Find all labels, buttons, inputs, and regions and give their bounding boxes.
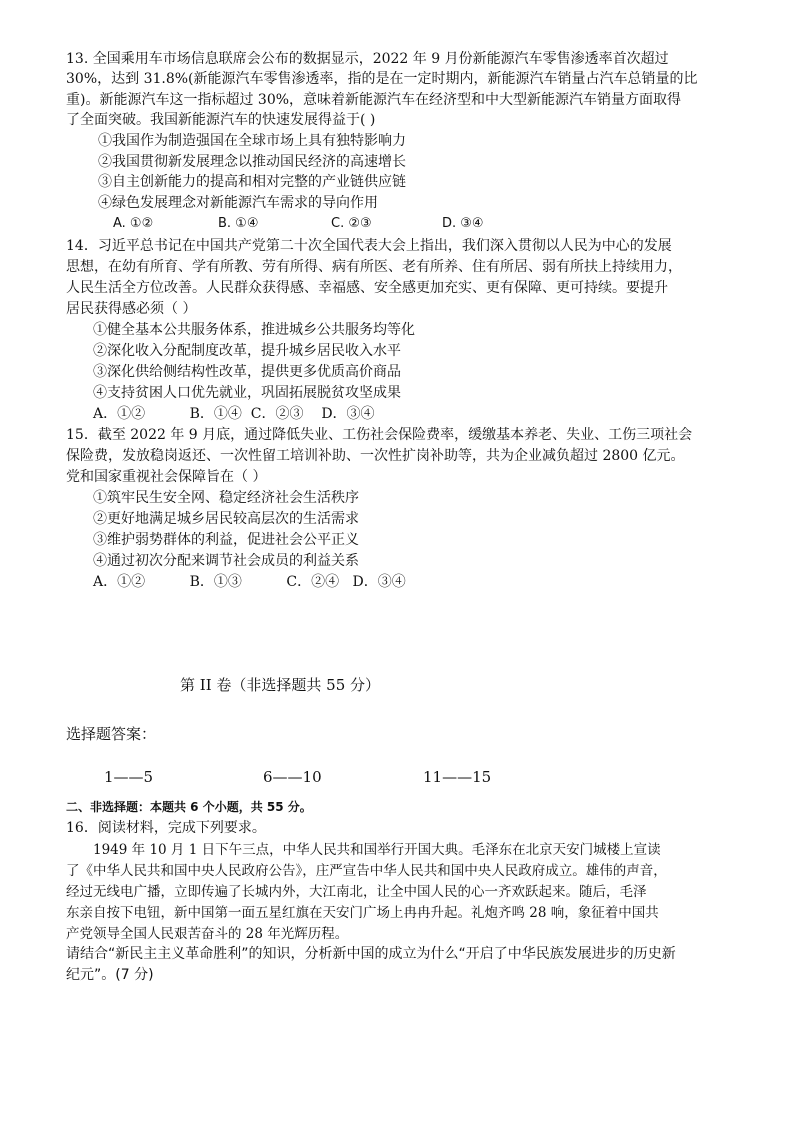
q15-item: ③维护弱势群体的利益，促进社会公平正义 [93,532,359,548]
q14-item: ③深化供给侧结构性改革，提供更多优质高价商品 [93,364,401,380]
q13-item: ③自主创新能力的提高和相对完整的产业链供应链 [98,174,406,190]
q13-item: ②我国贯彻新发展理念以推动国民经济的高速增长 [98,154,406,170]
q13-option-c: C. ②③ [331,216,372,231]
answer-range-2: 6——10 [263,768,322,786]
q14-item: ④支持贫困人口优先就业，巩固拓展脱贫攻坚成果 [93,385,401,401]
q15-options: A．①② B．①③ C．②④ D．③④ [93,574,406,590]
q13-stem-line: 30%，达到 31.8%(新能源汽车零售渗透率，指的是在一定时期内，新能源汽车销量占汽车总销量的比 [66,71,698,87]
q13-option-a: A. ①② [113,216,154,231]
q15-stem-line: 党和国家重视社会保障旨在（ ） [66,469,267,485]
q13-item: ④绿色发展理念对新能源汽车需求的导向作用 [98,195,378,211]
section-two-heading: 二、非选择题：本题共 6 个小题，共 55 分。 [66,800,312,814]
q14-stem-line: 思想，在幼有所育、学有所教、劳有所得、病有所医、老有所养、住有所居、弱有所扶上持续用力， [66,259,682,275]
q15-item: ④通过初次分配来调节社会成员的利益关系 [93,553,359,569]
q16-material-line: 经过无线电广播，立即传遍了长城内外，大江南北，让全中国人民的心一齐欢跃起来。随后，毛泽 [66,884,647,900]
answer-heading: 选择题答案： [66,725,157,743]
q14-stem-line: 人民生活全方位改善。人民群众获得感、幸福感、安全感更加充实、更有保障、更可持续。要提升 [66,280,668,296]
q14-item: ②深化收入分配制度改革，提升城乡居民收入水平 [93,343,401,359]
q14-options: A．①② B．①④ C．②③ D．③④ [93,406,375,422]
q16-question-line: 请结合“新民主主义革命胜利”的知识，分析新中国的成立为什么“开启了中华民族发展进步的历史新 [66,946,676,962]
q16-material-line: 1949 年 10 月 1 日下午三点，中华人民共和国举行开国大典。毛泽东在北京天安门城楼上宣读 [93,842,661,858]
q13-item: ①我国作为制造强国在全球市场上具有独特影响力 [98,133,406,149]
q13-stem-line: 13. 全国乘用车市场信息联席会公布的数据显示，2022 年 9 月份新能源汽车零售渗透率首次超过 [66,51,669,67]
q15-stem-line: 15．截至 2022 年 9 月底，通过降低失业、工伤社会保险费率，缓缴基本养老、失业、工伤三项社会 [66,427,693,443]
q13-stem-line: 了全面突破。我国新能源汽车的快速发展得益于( ) [66,112,376,128]
q14-stem-line: 居民获得感必须（ ） [66,301,197,317]
q16-material-line: 产党领导全国人民艰苦奋斗的 28 年光辉历程。 [66,926,349,942]
part2-title: 第 II 卷（非选择题共 55 分） [180,676,381,694]
q16-material-line: 了《中华人民共和国中央人民政府公告》，庄严宣告中华人民共和国中央人民政府成立。雄伟的声音， [66,863,667,879]
q13-option-d: D. ③④ [442,216,484,231]
answer-range-1: 1——5 [104,768,154,786]
q15-item: ①筑牢民生安全网、稳定经济社会生活秩序 [93,490,359,506]
q16-material-line: 东亲自按下电钮，新中国第一面五星红旗在天安门广场上冉冉升起。礼炮齐鸣 28 响，象征着中国共 [66,905,659,921]
q14-stem-line: 14．习近平总书记在中国共产党第二十次全国代表大会上指出，我们深入贯彻以人民为中心的发展 [66,238,672,254]
q13-option-b: B. ①④ [218,216,259,231]
q16-intro: 16．阅读材料，完成下列要求。 [66,820,266,836]
q15-item: ②更好地满足城乡居民较高层次的生活需求 [93,511,359,527]
q14-item: ①健全基本公共服务体系，推进城乡公共服务均等化 [93,322,415,338]
q15-stem-line: 保险费，发放稳岗返还、一次性留工培训补助、一次性扩岗补助等，共为企业减负超过 2800 亿元。 [66,448,685,464]
q13-stem-line: 重)。新能源汽车这一指标超过 30%，意味着新能源汽车在经济型和中大型新能源汽车销量方面取得 [66,92,682,108]
q16-question-line: 纪元”。(7 分) [66,967,154,983]
answer-range-3: 11——15 [423,768,492,786]
